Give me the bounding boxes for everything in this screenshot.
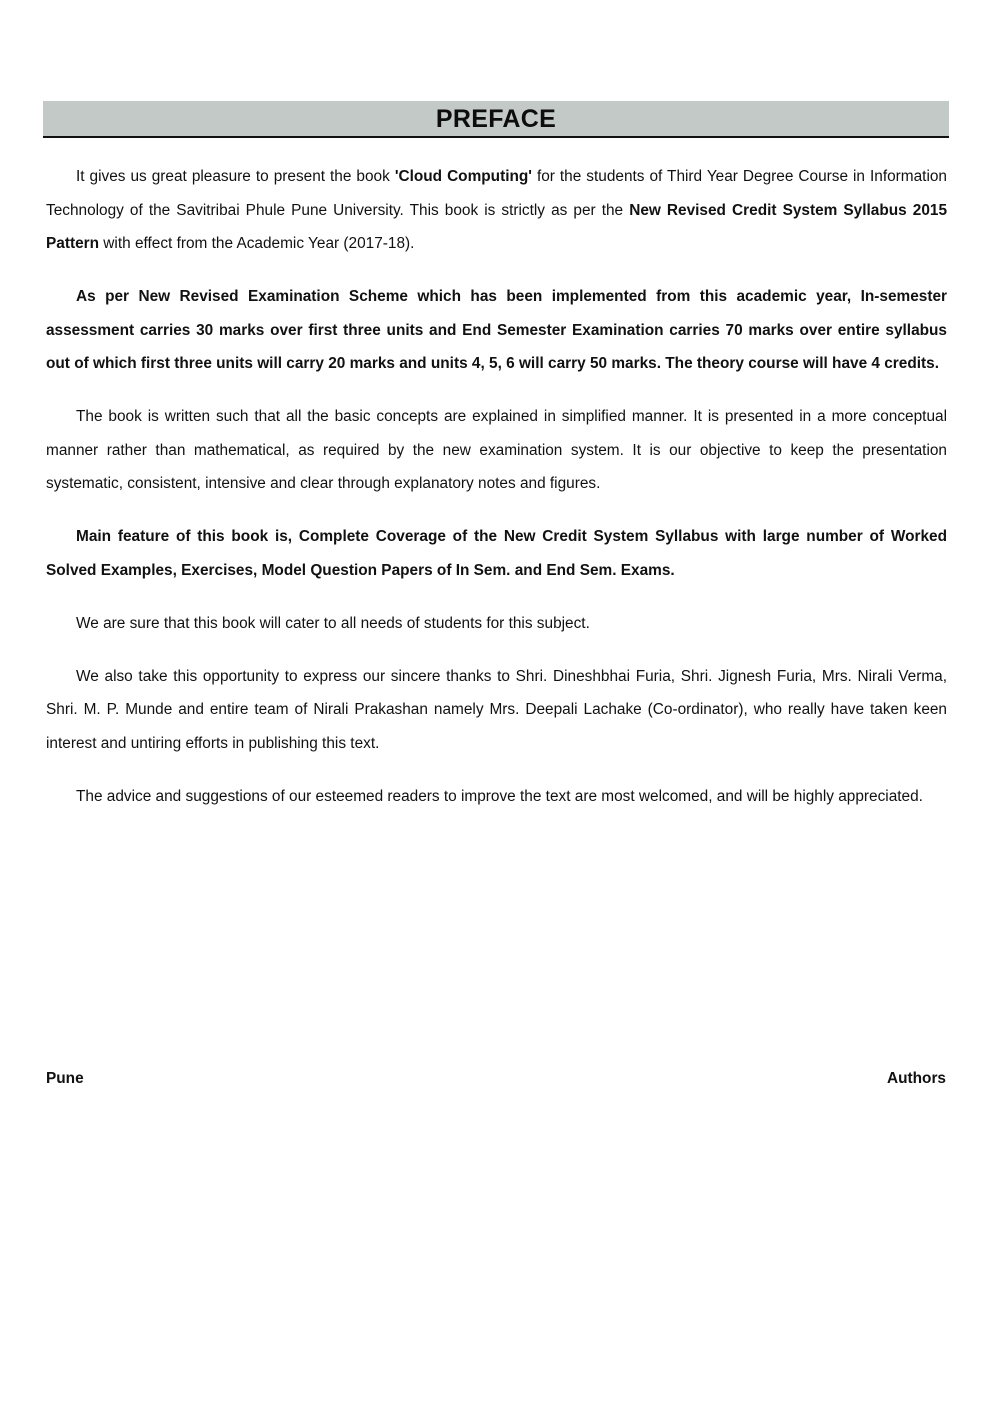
paragraph-approach: The book is written such that all the basic concepts are explained in simplified manner. It is presented in a more conceptual manner rather than mathematical, as required by the new examination system. It is our objective to keep the presentation systematic, consistent, intensive and clear through explanatory notes and figures.: [46, 408, 947, 492]
intro-text-3: with effect from the Academic Year (2017-18).: [99, 235, 415, 252]
footer-signature: Authors: [887, 1070, 946, 1087]
page-title: PREFACE: [435, 105, 557, 133]
syllabus-name: New Revised Credit System Syllabus 2015 Pattern: [46, 201, 947, 252]
paragraph-exam-scheme: As per New Revised Examination Scheme which has been implemented from this academic year, In-semester assessment carries 30 marks over first three units and End Semester Examination carries 70 marks over entire syllabus out of which first three units will carry 20 marks and units 4, 5, 6 will carry 50 marks. The theory course will have 4 credits.: [46, 288, 947, 372]
preface-body: [46, 160, 947, 813]
paragraph-advice: The advice and suggestions of our esteemed readers to improve the text are most welcomed, and will be highly appreciated.: [76, 787, 923, 805]
intro-text-1: It gives us great pleasure to present the book: [76, 168, 395, 185]
paragraph-main-feature: Main feature of this book is, Complete Coverage of the New Credit System Syllabus with large number of Worked Solved Examples, Exercises, Model Question Papers of In Sem. and End Sem. Exams.: [46, 528, 947, 579]
intro-text-2: for the students of Third Year Degree Course in Information Technology of the Savitribai Phule Pune University. This book is strictly as per the: [46, 168, 947, 219]
footer-place: Pune: [46, 1070, 84, 1087]
paragraph-thanks: We also take this opportunity to express our sincere thanks to Shri. Dineshbhai Furia, Shri. Jignesh Furia, Mrs. Nirali Verma, Shri. M. P. Munde and entire team of Nirali Prakashan namely Mrs. Deepali Lachake (Co-ordinator), who really have taken keen interest and untiring efforts in publishing this text.: [46, 667, 947, 752]
book-title: 'Cloud Computing': [394, 168, 532, 185]
paragraph-cater: We are sure that this book will cater to all needs of students for this subject.: [76, 614, 590, 632]
paragraph-intro: [46, 160, 947, 261]
title-bar: [43, 101, 949, 138]
